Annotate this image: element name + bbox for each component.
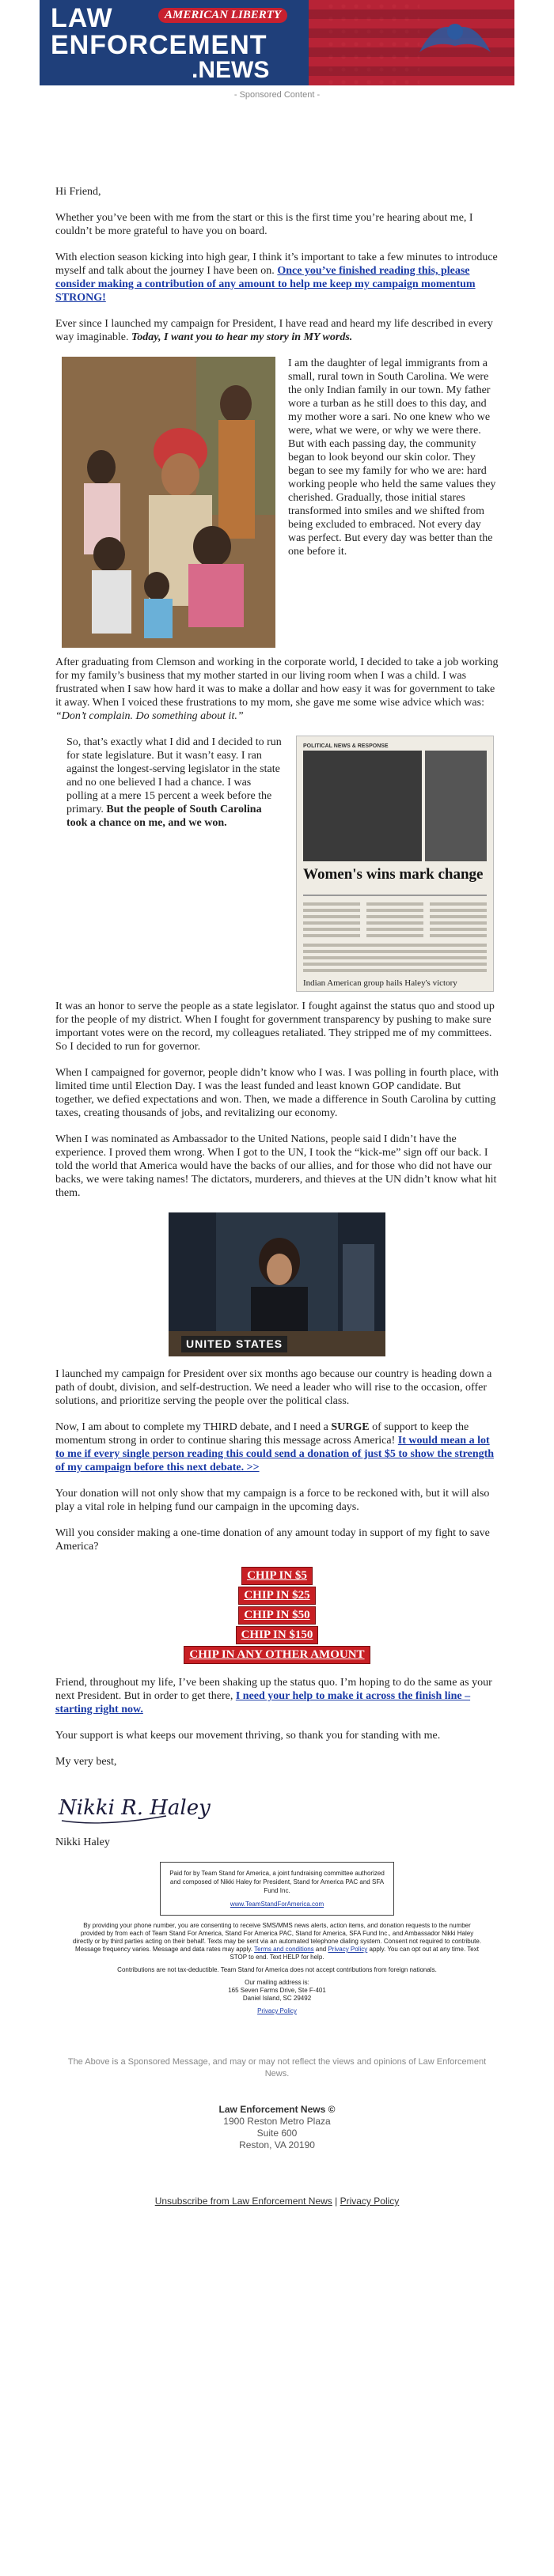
team-stand-for-america-link[interactable]: www.TeamStandForAmerica.com bbox=[230, 1901, 324, 1908]
publisher-address: Law Enforcement News © 1900 Reston Metro Plaza Suite 600 Reston, VA 20190 bbox=[218, 2104, 336, 2150]
family-photo bbox=[62, 357, 275, 648]
unsubscribe-row: Unsubscribe from Law Enforcement News | Privacy Policy bbox=[154, 2196, 400, 2207]
clipping-subhead: Indian American group hails Haley's victory bbox=[303, 978, 457, 988]
chip-in-25-button[interactable]: CHIP IN $25 bbox=[238, 1587, 315, 1605]
banner-title-line3: .NEWS bbox=[192, 57, 270, 83]
signature-script: Nikki R. Haley bbox=[59, 1796, 211, 1820]
footer-privacy-link[interactable]: Privacy Policy bbox=[340, 2196, 400, 2207]
banner-title-line2: ENFORCEMENT bbox=[51, 30, 268, 60]
newspaper-layout bbox=[297, 736, 493, 991]
clipping-masthead: POLITICAL NEWS & RESPONSE bbox=[303, 743, 389, 749]
paragraph-4: I am the daughter of legal immigrants from a small, rural town in South Carolina. We were the only Indian family in our town. My father wore a turban as he still does to this day, and my mother wore a sari. No one knew who we were, what we were, or why we were there. But with each passing day, the community began to look beyond our skin color. They began to see my family for who we are: hard working people who held the same values they cherished. Gradually, those initial stares transformed into smiles and we shifted from being excluded to embraced. Not every day was perfect. But every day was better than the one before it. bbox=[288, 357, 496, 558]
un-photo bbox=[169, 1212, 385, 1356]
donate-link-3[interactable]: I need your help to make it across the finish line – starting right now. bbox=[55, 1690, 471, 1715]
donate-link-1[interactable]: Once you’ve finished reading this, please consider making a contribution of any amount to help me keep my campaign momentum STRONG! bbox=[55, 265, 476, 304]
contribution-note: Contributions are not tax-deductible. Team Stand for America does not accept contributions from foreign nationals. bbox=[117, 1966, 437, 1973]
paragraph-3: Ever since I launched my campaign for President, I have read and heard my life described in every way imaginable. Today, I want you to hear my story in MY words. bbox=[55, 318, 493, 343]
paid-for-by-text: Paid for by Team Stand for America, a joint fundraising committee authorized and composed of Nikki Haley for President, Stand for America PAC and SFA Fund Inc. bbox=[169, 1870, 385, 1894]
signature-image bbox=[55, 1781, 499, 1833]
paragraph-1: Whether you’ve been with me from the start or this is the first time you’re hearing about me, I couldn’t be more grateful to have you on board. bbox=[55, 212, 473, 237]
site-banner[interactable] bbox=[40, 0, 514, 85]
closing: My very best, bbox=[55, 1756, 117, 1768]
donate-link-2[interactable]: It would mean a lot to me if every single person reading this could send a donation of just $5 to show the strength of my campaign before this next debate. >> bbox=[55, 1435, 495, 1473]
sponsored-label: - Sponsored Content - bbox=[233, 90, 321, 100]
paragraph-8: When I campaigned for governor, people didn’t know who I was. I was polling in fourth place, with limited time until Election Day. I was the least funded and least known GOP candidate. But together, we defied expectations and won. Then, we made a difference in South Carolina by cutting taxes, creating thousands of jobs, and revitalizing our economy. bbox=[55, 1067, 499, 1119]
paragraph-11: Now, I am about to complete my THIRD debate, and I need a SURGE of support to keep the momentum strong in order to continue sharing this message across America! It would mean a lot to me if every single person reading this could send a donation of just $5 to show the strength of my campaign before this next debate. >> bbox=[55, 1421, 495, 1473]
sms-consent: By providing your phone number, you are consenting to receive SMS/MMS news alerts, action items, and donation requests to the number provided by from each of Team Stand For America, Stand For America PAC, Stand for America, SFA Fund Inc., and Ambassador Nikki Haley directly or by third parties acting on their behalf. Texts may be sent via an automated telephone dialing system. Consent not required to contribute. Message frequency varies. Message and data rates may apply. Terms and conditions and Privacy Policy apply. You can opt out at any time. Text STOP to end. Text HELP for help. bbox=[72, 1922, 482, 1961]
paragraph-13: Will you consider making a one-time donation of any amount today in support of my fight to save America? bbox=[55, 1527, 490, 1553]
sponsored-disclaimer: The Above is a Sponsored Message, and may or may not reflect the views and opinions of Law Enforcement News. bbox=[67, 2057, 487, 2079]
paragraph-5: After graduating from Clemson and working in the corporate world, I decided to take a job working for my family’s business that my mother started in our living room when I was a child. I was frustrated when I saw how hard it was to make a dollar and how easy it was for government to take it away. When I voiced these frustrations to my mom, she gave me some wise advice which was: “Don’t complain. Do something about it.” bbox=[55, 656, 499, 722]
signature-icon bbox=[55, 1781, 211, 1829]
chip-in-buttons bbox=[55, 1566, 499, 1665]
unsubscribe-link[interactable]: Unsubscribe from Law Enforcement News bbox=[154, 2196, 332, 2207]
american-liberty-badge: AMERICAN LIBERTY bbox=[158, 8, 287, 23]
paragraph-9: When I was nominated as Ambassador to the United Nations, people said I didn’t have the experience. I proved them wrong. When I got to the UN, I took the “kick-me” sign off our back. I told the world that America would have the backs of our allies, and for those who did not have our backs, we were taking names! The dictators, murderers, and thieves at the UN didn’t know what hit them. bbox=[55, 1133, 497, 1199]
chip-in-other-button[interactable]: CHIP IN ANY OTHER AMOUNT bbox=[184, 1646, 370, 1664]
newspaper-clipping bbox=[296, 736, 494, 992]
family-photo-figures bbox=[62, 357, 275, 648]
paragraph-7: It was an honor to serve the people as a state legislator. I fought against the status quo and stood up for the people of my district. When I fought for government transparency by pushing to make sure important votes were on the record, my colleagues retaliated. They stripped me of my committees. So I decided to run for governor. bbox=[55, 1001, 495, 1053]
chip-in-5-button[interactable]: CHIP IN $5 bbox=[241, 1567, 313, 1585]
clipping-headline: Women's wins mark change bbox=[303, 866, 484, 883]
un-nameplate: UNITED STATES bbox=[181, 1336, 287, 1352]
paragraph-15: Your support is what keeps our movement thriving, so thank you for standing with me. bbox=[55, 1730, 441, 1742]
privacy-link-legal[interactable]: Privacy Policy bbox=[328, 1946, 368, 1953]
mailing-address: Our mailing address is: 165 Seven Farms Drive, Ste F-401 Daniel Island, SC 29492 bbox=[228, 1979, 326, 2002]
privacy-policy-link[interactable]: Privacy Policy bbox=[257, 2007, 297, 2014]
greeting: Hi Friend, bbox=[55, 186, 101, 198]
paragraph-6: So, that’s exactly what I did and I decided to run for state legislature. But it wasn’t easy. I ran against the longest-serving legislator in the state and no one believed I had a chance. I was polling at a mere 15 percent a week before the primary. But the people of South Carolina took a chance on me, and we won. bbox=[66, 736, 282, 829]
terms-link[interactable]: Terms and conditions bbox=[254, 1946, 314, 1953]
paragraph-2: With election season kicking into high gear, I think it’s important to take a few minutes to introduce myself and talk about the journey I have been on. Once you’ve finished reading this, please consider making a contribution of any amount to help me keep my campaign momentum STRONG! bbox=[55, 252, 498, 304]
eagle-logo-icon bbox=[412, 5, 499, 81]
legal-disclosures bbox=[71, 1922, 483, 2015]
paid-for-by-box bbox=[160, 1862, 394, 1916]
un-photo-scene bbox=[169, 1212, 385, 1356]
letter-body bbox=[55, 100, 499, 1849]
banner-title-line1: LAW bbox=[51, 3, 113, 33]
paragraph-12: Your donation will not only show that my campaign is a force to be reckoned with, but it will also play a vital role in helping fund our campaign in the upcoming days. bbox=[55, 1488, 490, 1513]
paragraph-14: Friend, throughout my life, I’ve been shaking up the status quo. I’m hoping to do the same as your next President. But in order to get there, I need your help to make it across the finish line – starting right now. bbox=[55, 1677, 492, 1715]
chip-in-50-button[interactable]: CHIP IN $50 bbox=[238, 1606, 315, 1625]
chip-in-150-button[interactable]: CHIP IN $150 bbox=[236, 1626, 319, 1644]
signer-name: Nikki Haley bbox=[55, 1836, 110, 1848]
paragraph-10: I launched my campaign for President over six months ago because our country is heading down a path of doubt, division, and self-destruction. We need a leader who will rise to the occasion, offer solutions, and prioritize serving the people over the political class. bbox=[55, 1368, 492, 1407]
